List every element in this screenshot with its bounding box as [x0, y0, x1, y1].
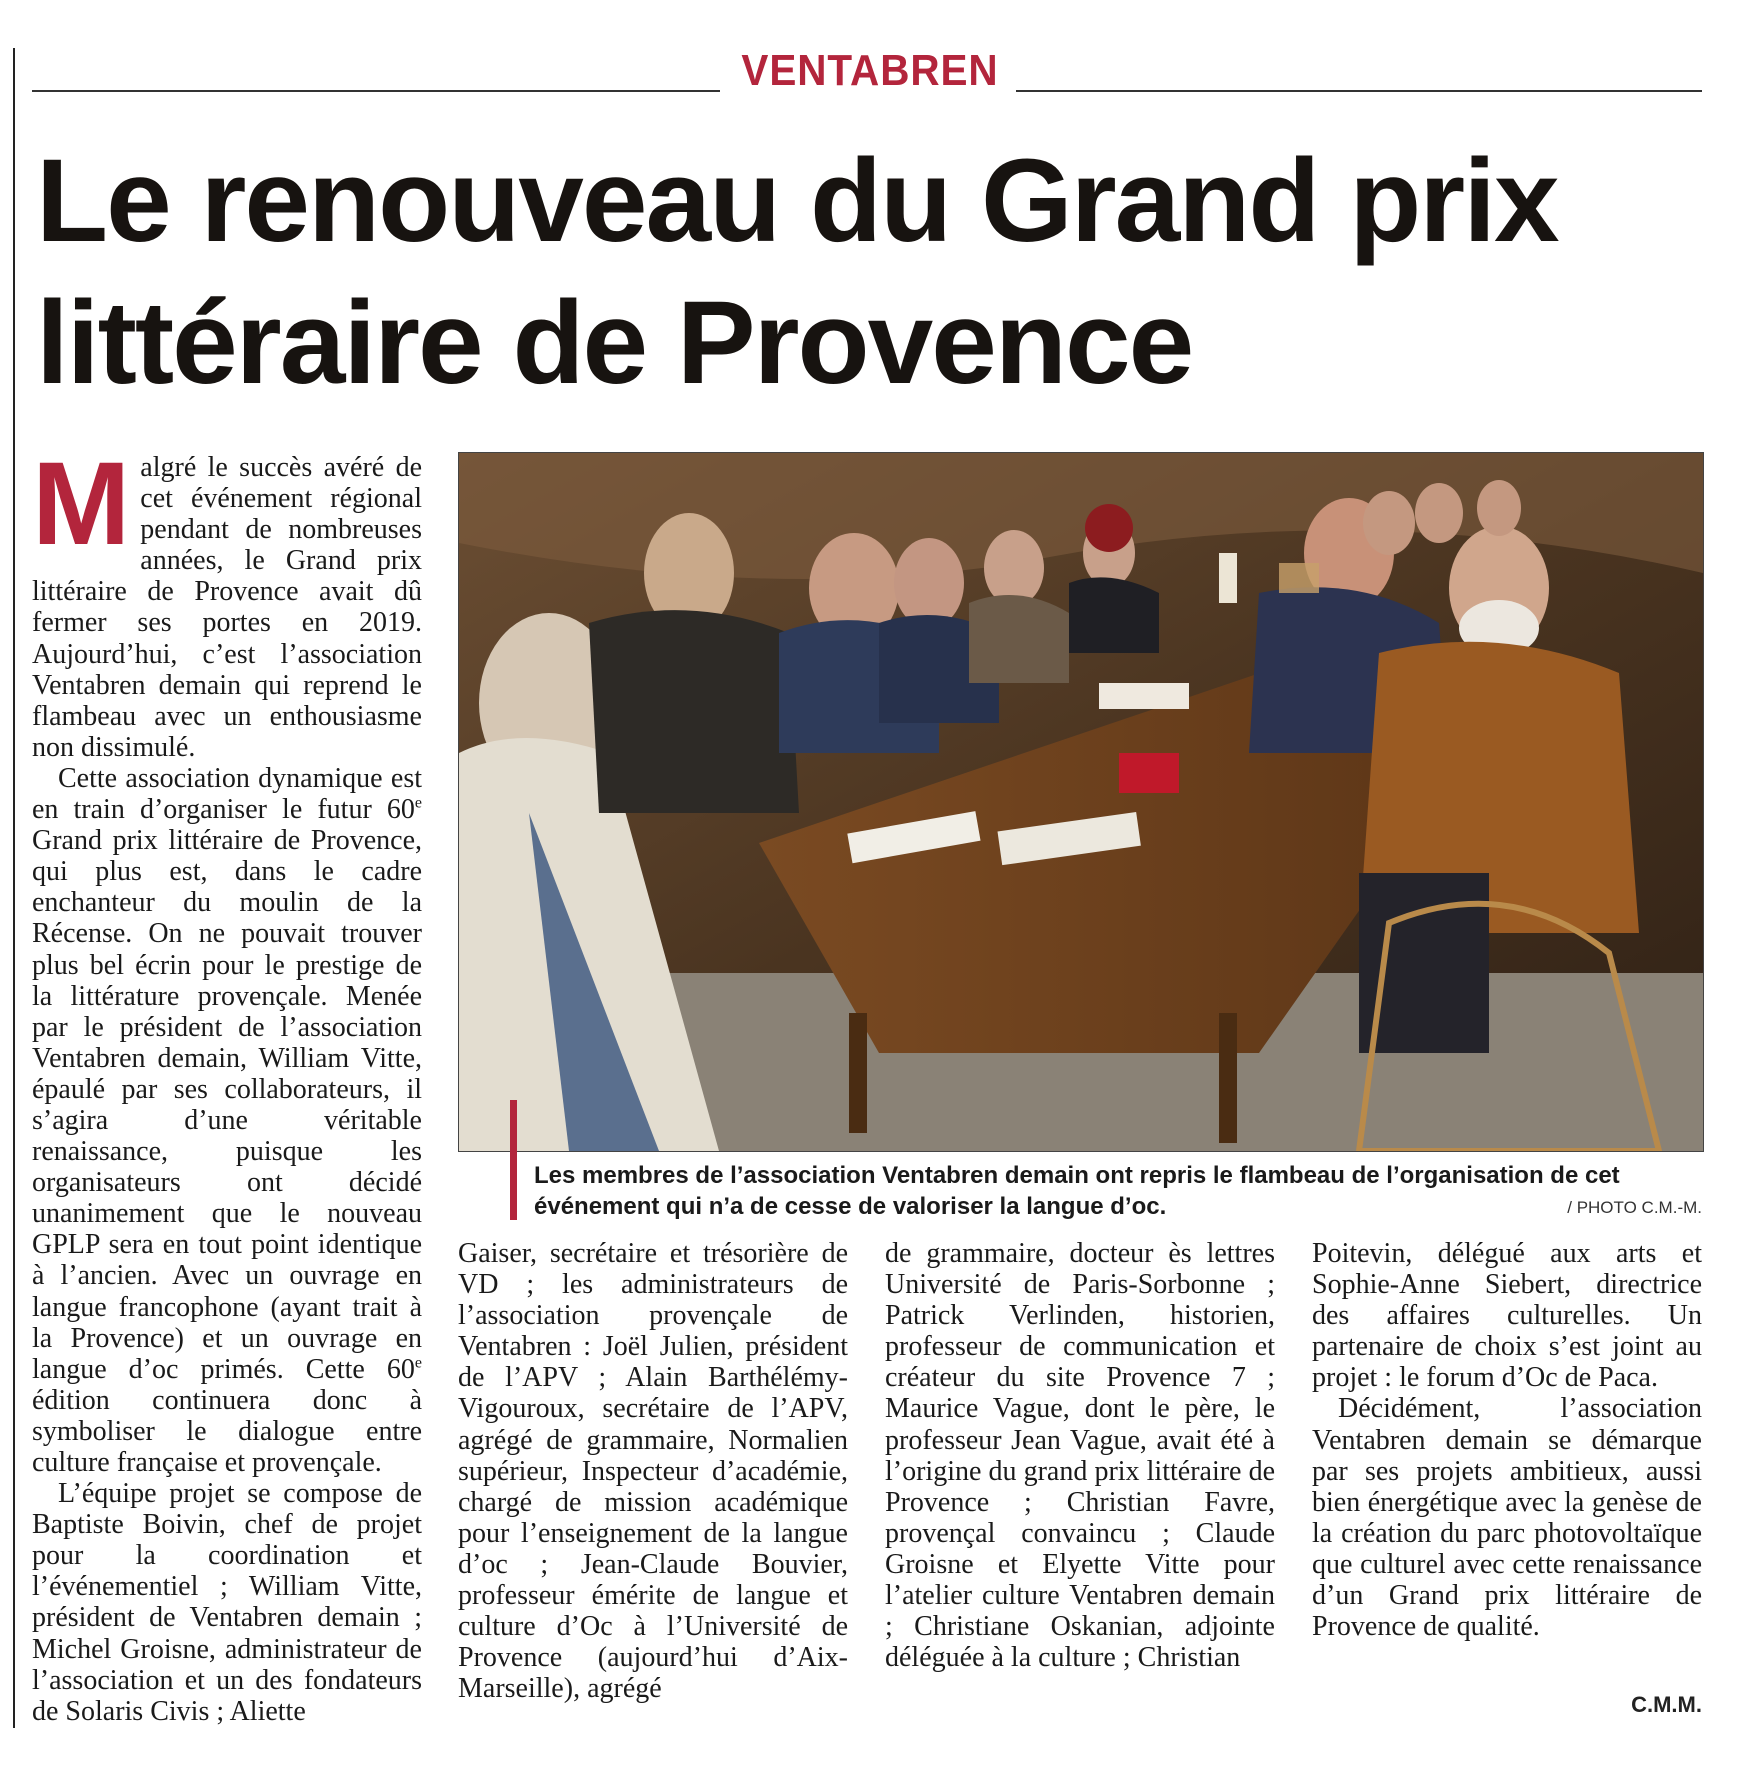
left-margin-rule	[13, 48, 15, 1728]
drop-cap: M	[32, 438, 131, 570]
section-rubric: VENTABREN	[741, 46, 999, 95]
headline: Le renouveau du Grand prix littéraire de Provence	[36, 135, 1558, 409]
rubric-rule-left	[32, 90, 720, 92]
paragraph-2: Cette association dynamique est en train d’organiser le futur 60e Grand prix littéraire de Provence, qui plus est, dans le cadre enchanteur du moulin de la Récense. On ne pouvait trouver plus bel écrin pour le prestige de la littérature provençale. Menée par le président de l’association Ventabren demain, William Vitte, épaulé par ses collaborateurs, il s’agira d’une véritable renaissance, puisque les organisateurs ont décidé unanimement que le nouveau GPLP sera en tout point identique à l’ancien. Avec un ouvrage en langue francophone (ayant trait à la Provence) et un ouvrage en langue d’oc primés. Cette 60e édition continuera donc à symboliser le dialogue entre culture française et provençale.	[32, 762, 422, 1478]
article-column-1	[32, 438, 422, 1727]
article-column-2	[458, 1238, 848, 1704]
article-column-3	[885, 1238, 1275, 1673]
article-column-4	[1312, 1238, 1702, 1642]
paragraph-7: Décidément, l’association Ventabren demain se démarque par ses projets ambitieux, aussi bien énergétique avec la genèse de la création du parc photovoltaïque que culturel avec cette renaissance d’un Grand prix littéraire de Provence de qualité.	[1312, 1393, 1702, 1643]
paragraph-3: L’équipe projet se compose de Baptiste Boivin, chef de projet pour la coordination et l’événementiel ; William Vitte, président de Ventabren demain ; Michel Groisne, administrateur de l’association et un des fondateurs de Solaris Civis ; Aliette	[32, 1478, 422, 1727]
caption-accent-bar	[510, 1100, 517, 1220]
article-photo	[458, 452, 1704, 1152]
meeting-photo-illustration	[459, 453, 1703, 1151]
paragraph-5: de grammaire, docteur ès lettres Université de Paris-Sorbonne ; Patrick Verlinden, historien, professeur de communication et créateur du site Provence 7 ; Maurice Vague, dont le père, le professeur Jean Vague, avait été à l’origine du grand prix littéraire de Provence ; Christian Favre, provençal convaincu ; Claude Groisne et Elyette Vitte pour l’atelier culture Ventabren demain ; Christiane Oskanian, adjointe déléguée à la culture ; Christian	[885, 1238, 1275, 1674]
photo-caption: Les membres de l’association Ventabren demain ont repris le flambeau de l’organisation de cet événement qui n’a de cesse de valoriser la langue d’oc.	[534, 1162, 1620, 1220]
paragraph-4: Gaiser, secrétaire et trésorière de VD ; les administrateurs de l’association provençale de Ventabren : Joël Julien, président de l’APV ; Alain Barthélémy-Vigouroux, secrétaire de l’APV, agrégé de grammaire, Normalien supérieur, Inspecteur d’académie, chargé de mission académique pour l’enseignement de la langue d’oc ; Jean-Claude Bouvier, professeur émérite de langue et culture d’Oc à l’Université de Provence (aujourd’hui d’Aix-Marseille), agrégé	[458, 1238, 848, 1705]
rubric-rule-right	[1016, 90, 1702, 92]
paragraph-6: Poitevin, délégué aux arts et Sophie-Anne Siebert, directrice des affaires culturelles. Un partenaire de choix s’est joint au projet : le forum d’Oc de Paca.	[1312, 1238, 1702, 1394]
paragraph-1: Malgré le succès avéré de cet événement régional pendant de nombreuses années, le Grand prix littéraire de Provence avait dû fermer ses portes en 2019. Aujourd’hui, c’est l’association Ventabren demain qui reprend le flambeau avec un enthousiasme non dissimulé.	[32, 438, 422, 763]
author-signature: C.M.M.	[1631, 1692, 1702, 1717]
photo-credit: / PHOTO C.M.-M.	[1567, 1198, 1702, 1217]
